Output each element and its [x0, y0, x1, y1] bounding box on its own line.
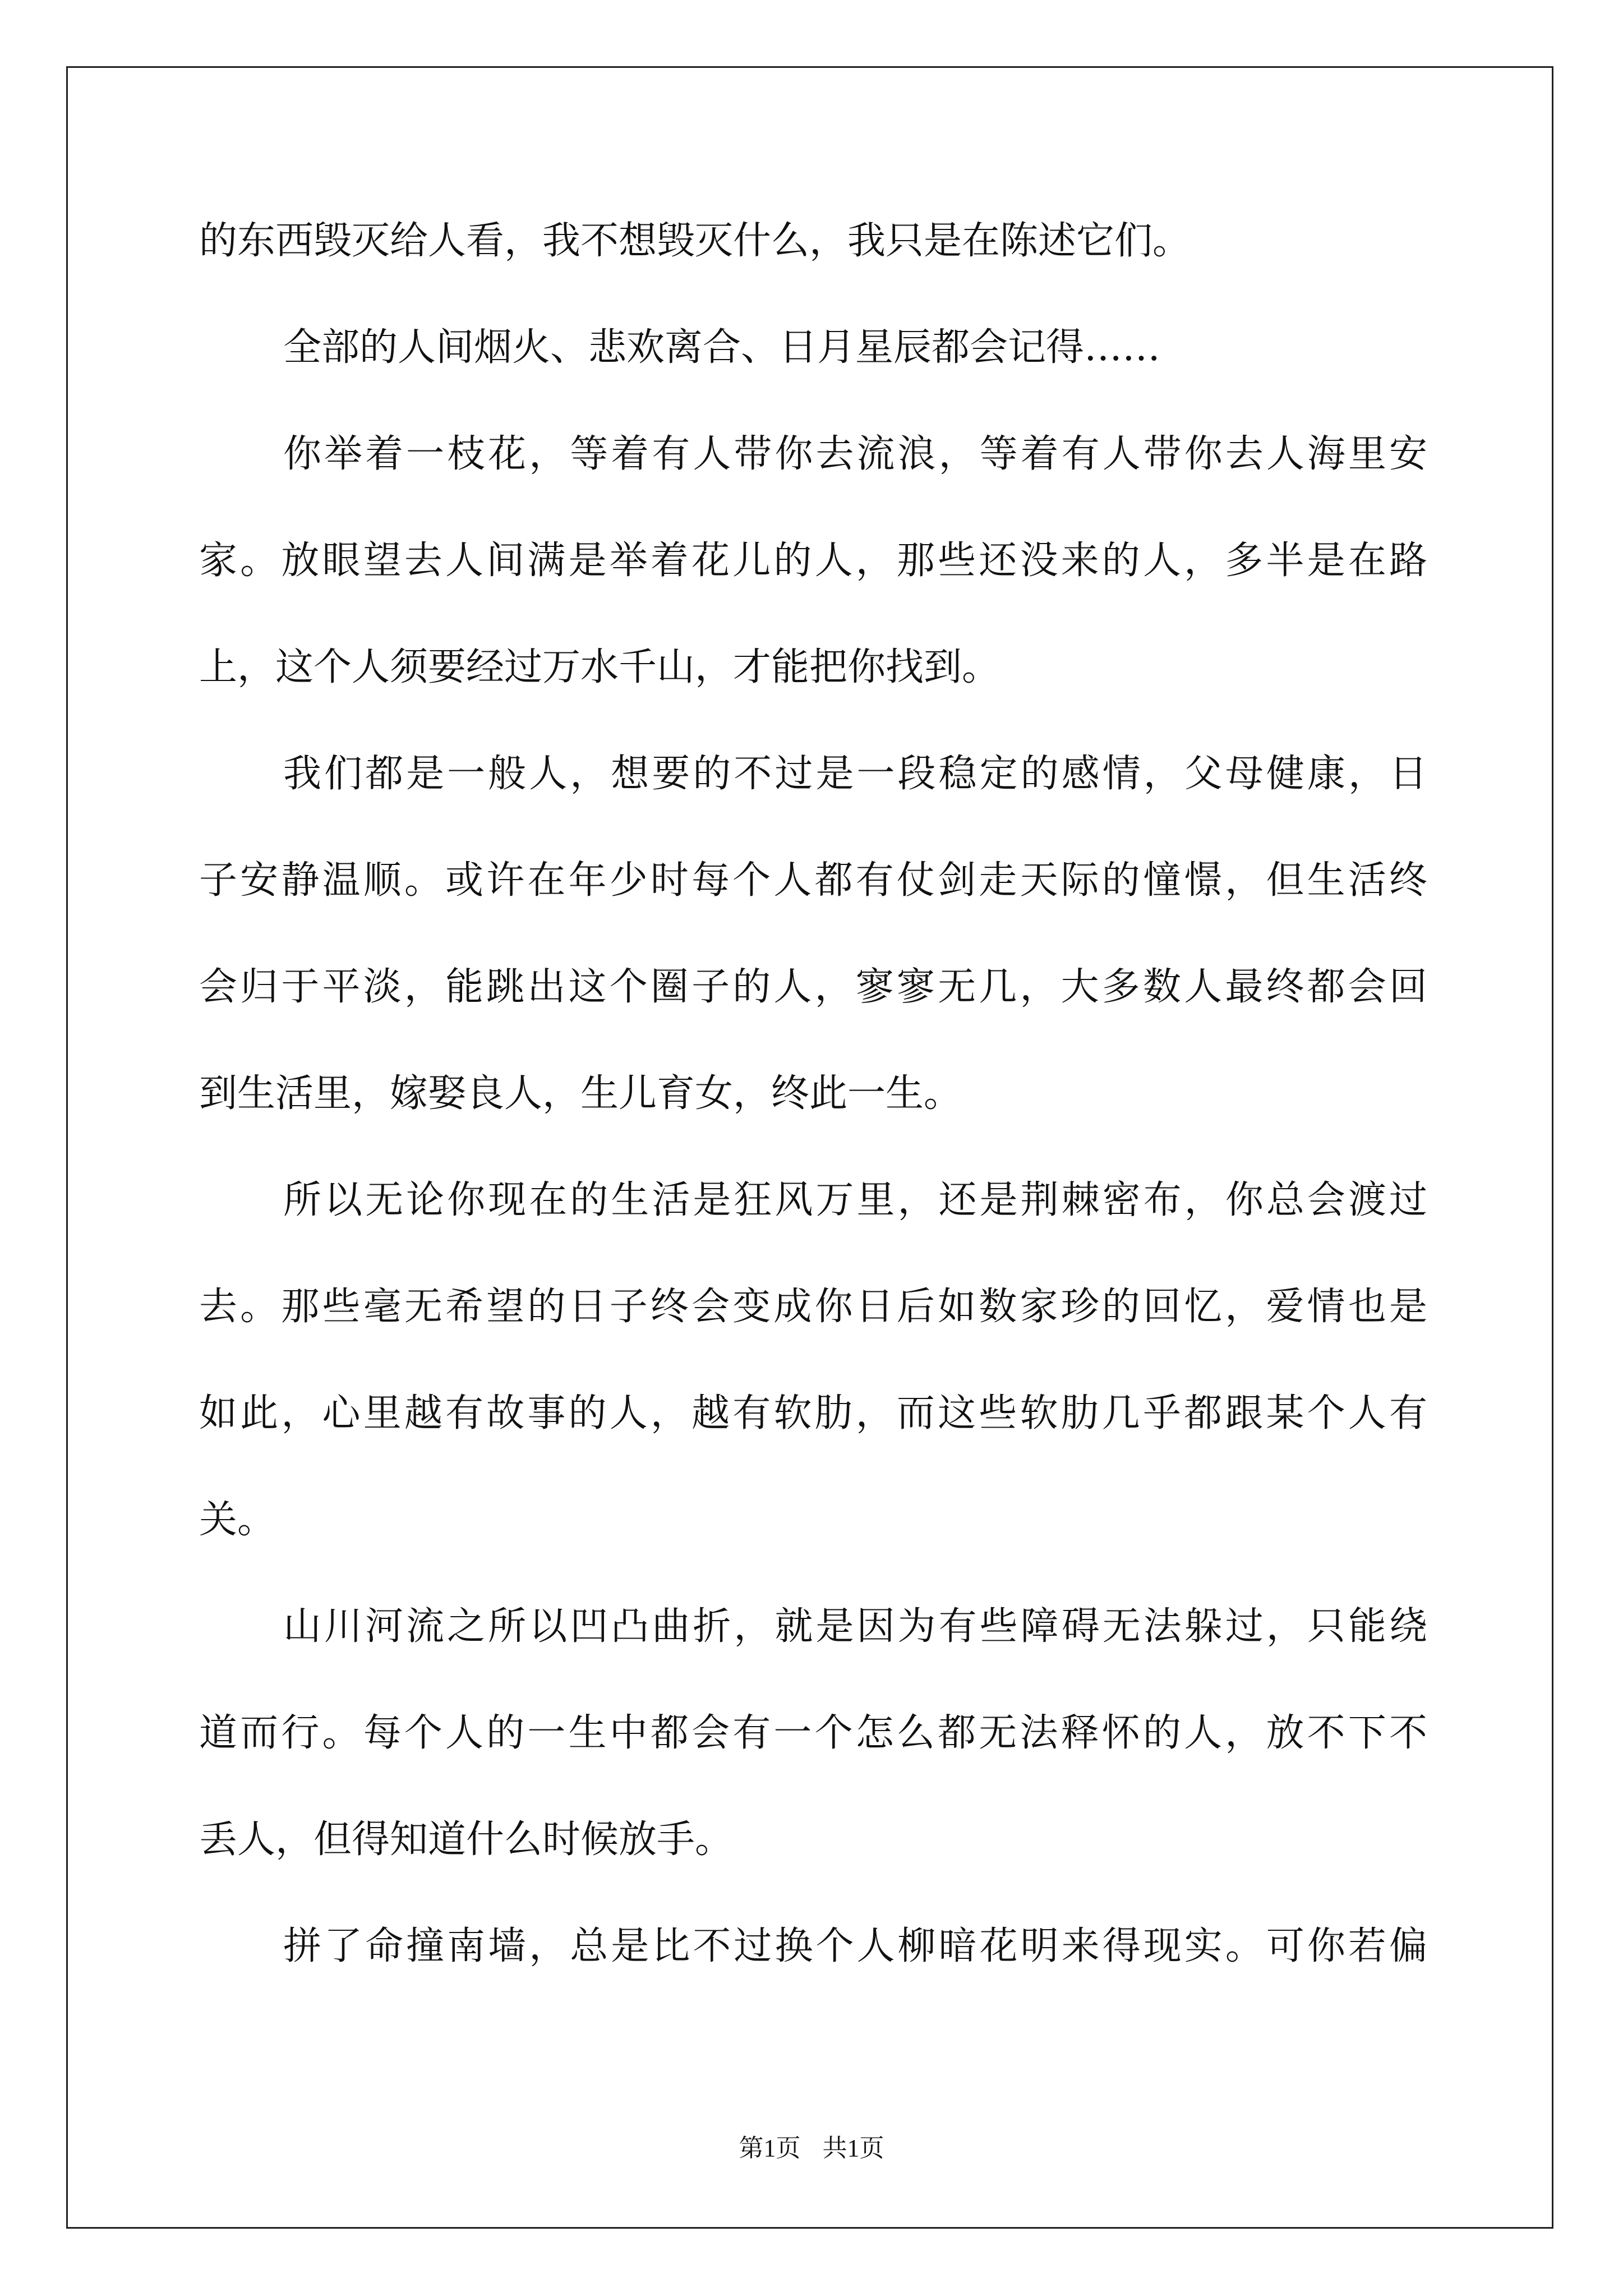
page-footer	[0, 2132, 1623, 2165]
text-line: 去。那些毫无希望的日子终会变成你日后如数家珍的回忆，爱情也是	[199, 1285, 1427, 1329]
text-line: 所以无论你现在的生活是狂风万里，还是荆棘密布，你总会渡过	[283, 1178, 1427, 1222]
text-line: 如此，心里越有故事的人，越有软肋，而这些软肋几乎都跟某个人有	[199, 1391, 1427, 1435]
page-number-total: 共1页	[822, 2134, 884, 2162]
text-line: 关。	[199, 1498, 276, 1542]
text-line: 到生活里，嫁娶良人，生儿育女，终此一生。	[199, 1071, 962, 1116]
text-line: 上，这个人须要经过万水千山，才能把你找到。	[199, 645, 1000, 689]
text-line: 山川河流之所以凹凸曲折，就是因为有些障碍无法躲过，只能绕	[283, 1604, 1427, 1649]
text-line: 子安静温顺。或许在年少时每个人都有仗剑走天际的憧憬，但生活终	[199, 858, 1427, 903]
text-line: 家。放眼望去人间满是举着花儿的人，那些还没来的人，多半是在路	[199, 539, 1427, 583]
text-line: 我们都是一般人，想要的不过是一段稳定的感情，父母健康，日	[283, 752, 1427, 796]
page-border	[66, 66, 1553, 2229]
text-line: 你举着一枝花，等着有人带你去流浪，等着有人带你去人海里安	[283, 432, 1427, 476]
text-line: 会归于平淡，能跳出这个圈子的人，寥寥无几，大多数人最终都会回	[199, 965, 1427, 1009]
page-number-current: 第1页	[739, 2134, 801, 2162]
text-line: 的东西毁灭给人看，我不想毁灭什么，我只是在陈述它们。	[199, 219, 1191, 263]
text-line: 全部的人间烟火、悲欢离合、日月星辰都会记得……	[283, 325, 1161, 370]
text-line: 丢人，但得知道什么时候放手。	[199, 1818, 734, 1862]
text-line: 拼了命撞南墙，总是比不过换个人柳暗花明来得现实。可你若偏	[283, 1924, 1427, 1968]
text-line: 道而行。每个人的一生中都会有一个怎么都无法释怀的人，放不下不	[199, 1711, 1427, 1755]
